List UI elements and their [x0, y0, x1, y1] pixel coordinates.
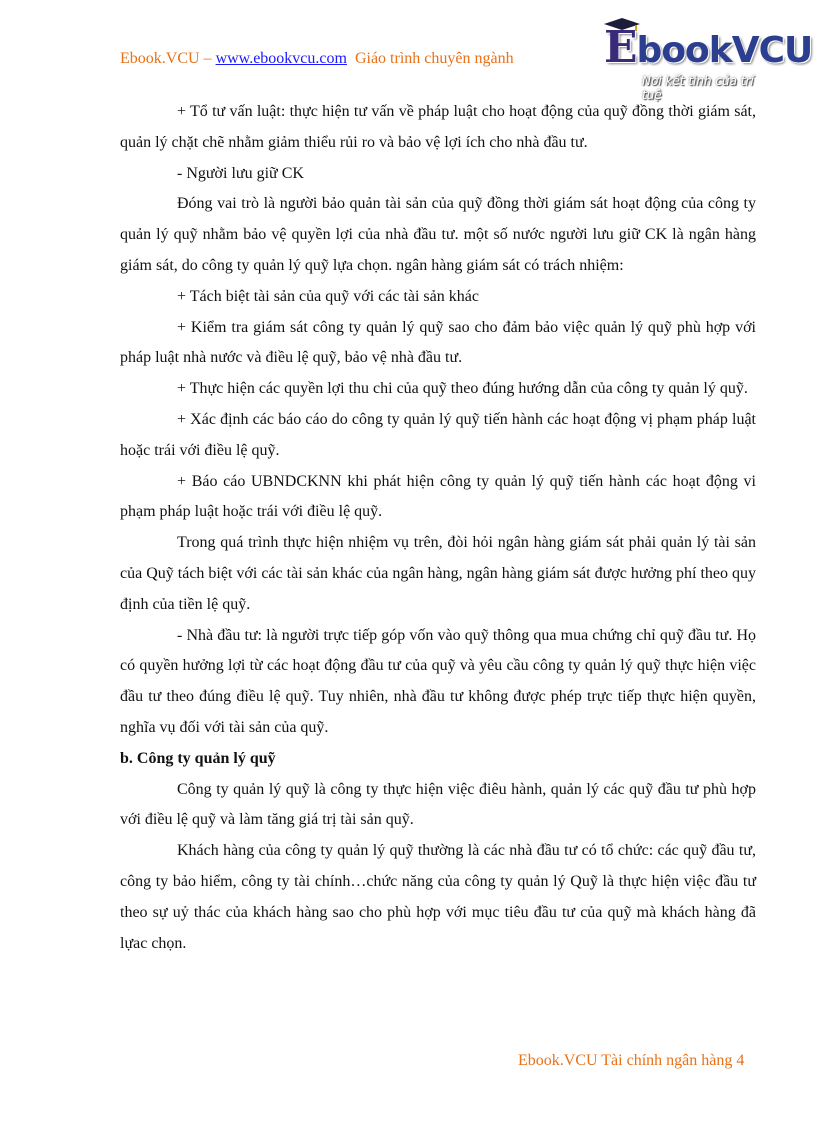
- header-brand: Ebook.VCU –: [120, 50, 212, 67]
- paragraph: + Kiểm tra giám sát công ty quản lý quỹ sao cho đảm bảo việc quản lý quỹ phù hợp với pháp luật nhà nước và điều lệ quỹ, bảo vệ nhà đầu tư.: [120, 318, 756, 367]
- logo-word-book: book: [636, 30, 732, 71]
- logo-letter-e: E: [604, 22, 637, 73]
- paragraph: + Thực hiện các quyền lợi thu chi của quỹ theo đúng hướng dẫn của công ty quản lý quỹ.: [177, 380, 748, 398]
- section-heading: b. Công ty quản lý quỹ: [120, 749, 276, 767]
- paragraph: - Nhà đầu tư: là người trực tiếp góp vốn vào quỹ thông qua mua chứng chỉ quỹ đầu tư. Họ có quyền hưởng lợi từ các hoạt động đầu tư của quỹ và yêu cầu công ty quản lý quỹ thực hiện việc đầu tư theo đúng điều lệ quỹ. Tuy nhiên, nhà đầu tư không được phép trực tiếp thực hiện quyền, nghĩa vụ đối với tài sản của quỹ.: [120, 626, 756, 736]
- ebook-vcu-logo: [600, 18, 813, 102]
- header-subject: Giáo trình chuyên ngành: [354, 50, 514, 67]
- document-body: [120, 97, 756, 959]
- paragraph: - Người lưu giữ CK: [177, 164, 304, 182]
- paragraph: + Tổ tư vấn luật: thực hiện tư vấn về pháp luật cho hoạt động của quỹ đồng thời giám sát, quản lý chặt chẽ nhằm giảm thiểu rủi ro và bảo vệ lợi ích cho nhà đầu tư.: [120, 103, 756, 151]
- paragraph: + Xác định các báo cáo do công ty quản lý quỹ tiến hành các hoạt động vị phạm pháp luật hoặc trái với điều lệ quỹ.: [120, 410, 756, 459]
- page-footer: Ebook.VCU Tài chính ngân hàng 4: [518, 1052, 745, 1069]
- paragraph: Khách hàng của công ty quản lý quỹ thường là các nhà đầu tư có tổ chức: các quỹ đầu tư, công ty bảo hiểm, công ty tài chính…chức năng của công ty quản lý Quỹ là thực hiện việc đầu tư theo sự uỷ thác của khách hàng sao cho phù hợp với mục tiêu đầu tư của quỹ mà khách hàng đã lựac chọn.: [120, 842, 756, 952]
- paragraph: Đóng vai trò là người bảo quản tài sản của quỹ đồng thời giám sát hoạt động của công ty quản lý quỹ nhằm bảo vệ quyền lợi của nhà đầu tư. một số nước người lưu giữ CK là ngân hàng giám sát, do công ty quản lý quỹ lựa chọn. ngân hàng giám sát có trách nhiệm:: [120, 195, 756, 274]
- logo-tagline: Nơi kết tinh của trí tuệ: [642, 74, 754, 102]
- page-header: [120, 50, 514, 68]
- logo-word-vcu: VCU: [731, 30, 813, 71]
- paragraph: + Báo cáo UBNDCKNN khi phát hiện công ty quản lý quỹ tiến hành các hoạt động vi phạm pháp luật hoặc trái với điều lệ quỹ.: [120, 472, 756, 521]
- paragraph: + Tách biệt tài sản của quỹ với các tài sản khác: [177, 287, 479, 305]
- paragraph: Công ty quản lý quỹ là công ty thực hiện việc điêu hành, quản lý các quỹ đầu tư phù hợp với điều lệ quỹ và làm tăng giá trị tài sản quỹ.: [120, 780, 756, 829]
- logo-title: [604, 22, 812, 73]
- paragraph: Trong quá trình thực hiện nhiệm vụ trên, đòi hỏi ngân hàng giám sát phải quản lý tài sản của Quỹ tách biệt với các tài sản khác của ngân hàng, ngân hàng giám sát được hưởng phí theo quy định của tiền lệ quỹ.: [120, 534, 756, 613]
- header-website-link[interactable]: www.ebookvcu.com: [215, 50, 347, 67]
